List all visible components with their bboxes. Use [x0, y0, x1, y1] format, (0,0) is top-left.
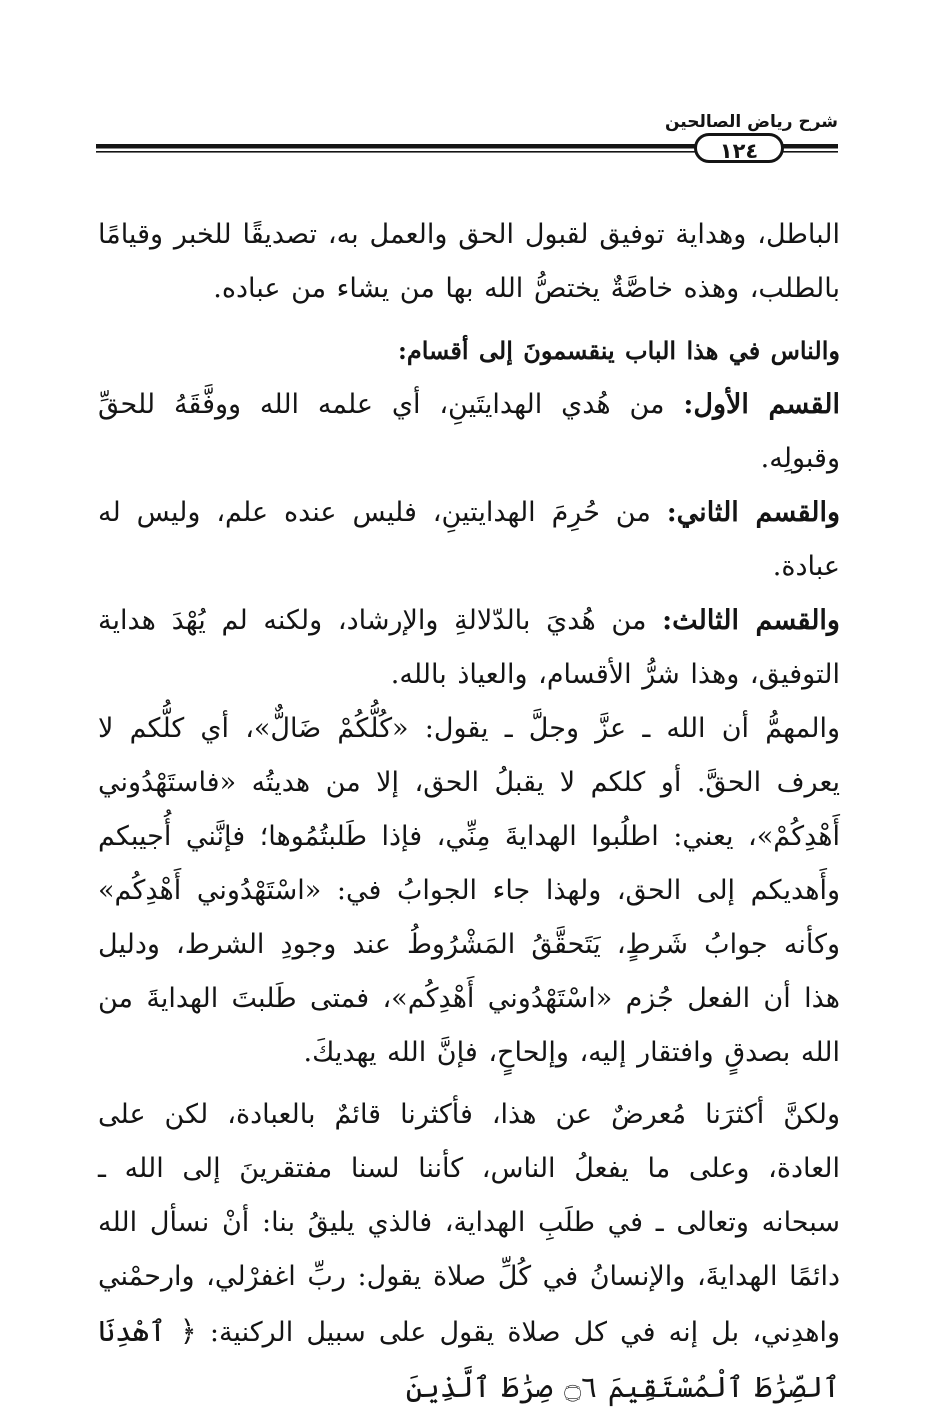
paragraph-6-text: والمهمُّ أن الله ـ عزَّ وجلَّ ـ يقول: «كُلُّكُمْ ضَالٌّ»، أي كلُّكم لا يعرف الحقَّ. أو كلكم لا يقبلُ الحق، إلا من هديتُه «فاستَهْدُوني أَهْدِكُمْ»، يعني: اطلُبوا الهدايةَ مِنِّي، فإذا طَلبتُمُوها؛ فإنَّني أُجيبكم وأَهديكم إلى الحق، ولهذا جاء الجوابُ في: «اسْتَهْدُوني أَهْدِكُم» وكأنه جوابُ شَرطٍ، يَتَحقَّقُ المَشْرُوطُ عند وجودِ الشرط، ودليل هذا أن الفعل جُزم «اسْتَهْدُوني أَهْدِكُم»، فمتى طَلبتَ الهدايةَ من الله بصدقٍ وافتقار إليه، وإلحاحٍ، فإنَّ الله يهديكَ.	[98, 713, 840, 1068]
book-title: شرح رياض الصالحين	[664, 112, 838, 132]
paragraph-5	[98, 594, 840, 702]
paragraph-7-text: ولكنَّ أكثرَنا مُعرضٌ عن هذا، فأكثرنا قائمٌ بالعبادة، لكن على العادة، وعلى ما يفعلُ الناس، كأننا لسنا مفتقرينَ إلى الله ـ سبحانه وتعالى ـ في طلَبِ الهداية، فالذي يليقُ بنا: أنْ نسأل الله دائمًا الهدايةَ، والإنسانُ في كُلِّ صلاة يقول: ربِّ اغفرْلي، وارحمْني واهدِني، بل إنه في كل صلاة يقول على سبيل الركنية:	[98, 1099, 840, 1348]
paragraph-5-lead: والقسم الثالث:	[662, 605, 840, 636]
paragraph-2-lead: والناس في هذا الباب ينقسمونَ إلى أقسام:	[397, 336, 840, 365]
paragraph-1	[98, 208, 840, 316]
paragraph-3-text: من هُدي الهدايتَينِ، أي علمه الله ووفَّقَهُ للحقِّ وقبولِه.	[98, 389, 840, 474]
paragraph-5-text: من هُديَ بالدّلالةِ والإرشاد، ولكنه لم يُهْدَ هداية التوفيق، وهذا شرُّ الأقسام، والعياذ بالله.	[98, 605, 840, 690]
page-number: ١٢٤	[694, 133, 784, 163]
paragraph-4	[98, 486, 840, 594]
page-header	[96, 112, 838, 172]
quran-verse: ﴿ ٱهْدِنَا ٱلصِّرَٰطَ ٱلْمُسْتَقِيمَ ۝٦ صِرَٰطَ ٱلَّذِينَ	[98, 1314, 840, 1404]
paragraph-3-lead: القسم الأول:	[683, 389, 840, 420]
paragraph-4-text: من حُرِمَ الهدايتينِ، فليس عنده علم، وليس له عبادة.	[98, 497, 840, 582]
paragraph-2-heading	[98, 324, 840, 378]
paragraph-3	[98, 378, 840, 486]
paragraph-6	[98, 702, 840, 1080]
page-body	[98, 208, 840, 1416]
paragraph-4-lead: والقسم الثاني:	[666, 497, 840, 528]
paragraph-1-text: الباطل، وهداية توفيق لقبول الحق والعمل به، تصديقًا للخبر وقيامًا بالطلب، وهذه خاصَّةٌ يختصُّ الله بها من يشاء من عباده.	[98, 219, 840, 304]
paragraph-7	[98, 1088, 840, 1416]
